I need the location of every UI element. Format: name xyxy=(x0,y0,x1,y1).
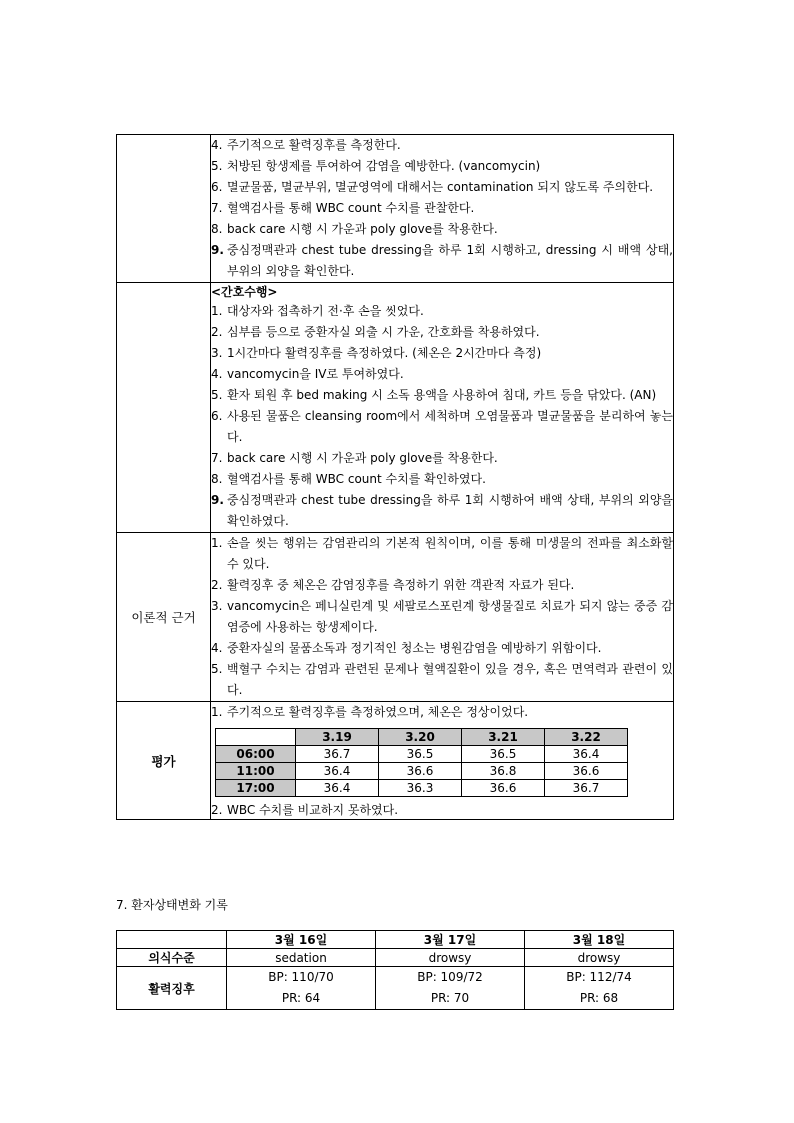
list-item: 7. back care 시행 시 가운과 poly glove를 착용한다. xyxy=(211,451,498,465)
temperature-cell: 36.4 xyxy=(296,780,379,797)
list-item: 2. WBC 수치를 비교하지 못하였다. xyxy=(211,803,399,817)
plan-row-implementation xyxy=(117,283,674,533)
plan-row-evaluation xyxy=(117,702,674,820)
list-item: 8. 혈액검사를 통해 WBC count 수치를 확인하였다. xyxy=(211,472,486,486)
bp-value: BP: 110/70 xyxy=(268,970,334,984)
temperature-cell: 36.6 xyxy=(462,780,545,797)
implementation-list xyxy=(211,283,674,533)
list-item: 5. 환자 퇴원 후 bed making 시 소독 용액을 사용하여 침대, 카트 등을 닦았다. (AN) xyxy=(211,388,657,402)
temperature-table xyxy=(215,728,628,797)
list-item: 8. back care 시행 시 가운과 poly glove를 착용한다. xyxy=(211,222,498,236)
table-row xyxy=(117,949,674,967)
temperature-cell: 36.3 xyxy=(379,780,462,797)
list-item: 2. 심부름 등으로 중환자실 외출 시 가운, 간호화를 착용하였다. xyxy=(211,325,540,339)
pr-value: PR: 68 xyxy=(579,991,619,1005)
vitals-cell xyxy=(227,967,376,1010)
section-title-patient-status: 7. 환자상태변화 기록 xyxy=(116,898,228,912)
vitals-cell xyxy=(525,967,674,1010)
list-item: 5. 백혈구 수치는 감염과 관련된 문제나 혈액질환이 있을 경우, 혹은 면역력과 관련이 있다. xyxy=(211,662,673,697)
table-row xyxy=(216,763,628,780)
vitals-cell xyxy=(376,967,525,1010)
bp-value: BP: 112/74 xyxy=(566,970,632,984)
rationale-label: 이론적 근거 xyxy=(117,533,211,702)
list-item: 4. 주기적으로 활력징후를 측정한다. xyxy=(211,138,401,152)
temperature-cell: 36.7 xyxy=(296,746,379,763)
temperature-corner-cell xyxy=(216,729,296,746)
consciousness-cell: drowsy xyxy=(376,949,525,967)
time-header: 06:00 xyxy=(216,746,296,763)
pr-value: PR: 70 xyxy=(430,991,470,1005)
status-header-row xyxy=(117,931,674,949)
date-header: 3.21 xyxy=(462,729,545,746)
list-item: 7. 혈액검사를 통해 WBC count 수치를 관찰한다. xyxy=(211,201,475,215)
evaluation-content xyxy=(211,702,674,820)
list-item: 3. 1시간마다 활력징후를 측정하였다. (체온은 2시간마다 측정) xyxy=(211,346,542,360)
plan-row-label-empty xyxy=(117,135,211,283)
date-header: 3.19 xyxy=(296,729,379,746)
list-item: 4. 중환자실의 물품소독과 정기적인 청소는 병원감염을 예방하기 위함이다. xyxy=(211,641,602,655)
list-item: 9. 중심정맥관과 chest tube dressing을 하루 1회 시행하여 배액 상태, 부위의 외양을 확인하였다. xyxy=(211,493,673,528)
list-item: 6. 사용된 물품은 cleansing room에서 세척하며 오염물품과 멸균물품을 분리하여 놓는다. xyxy=(211,409,673,444)
list-item: 2. 활력징후 중 체온은 감염징후를 측정하기 위한 객관적 자료가 된다. xyxy=(211,578,575,592)
consciousness-cell: drowsy xyxy=(525,949,674,967)
list-item: 1. 주기적으로 활력징후를 측정하였으며, 체온은 정상이었다. xyxy=(211,705,529,719)
temperature-cell: 36.8 xyxy=(462,763,545,780)
temperature-cell: 36.7 xyxy=(545,780,628,797)
time-header: 11:00 xyxy=(216,763,296,780)
date-header: 3.20 xyxy=(379,729,462,746)
time-header: 17:00 xyxy=(216,780,296,797)
list-item: 1. 손을 씻는 행위는 감염관리의 기본적 원칙이며, 이를 통해 미생물의 전파를 최소화할 수 있다. xyxy=(211,536,673,571)
list-item: 1. 대상자와 접촉하기 전·후 손을 씻었다. xyxy=(211,304,424,318)
date-header: 3월 16일 xyxy=(227,931,376,949)
table-row xyxy=(117,967,674,1010)
table-row xyxy=(216,780,628,797)
pr-value: PR: 64 xyxy=(281,991,321,1005)
date-header: 3.22 xyxy=(545,729,628,746)
list-item: 4. vancomycin을 IV로 투여하였다. xyxy=(211,367,404,381)
list-item: 5. 처방된 항생제를 투여하여 감염을 예방한다. (vancomycin) xyxy=(211,159,541,173)
bp-value: BP: 109/72 xyxy=(417,970,483,984)
vitals-label: 활력징후 xyxy=(117,967,227,1010)
list-item: 6. 멸균물품, 멸균부위, 멸균영역에 대해서는 contamination 되지 않도록 주의한다. xyxy=(211,180,654,194)
nursing-plan-table xyxy=(116,134,674,820)
temperature-header-row xyxy=(216,729,628,746)
plan-row-label-empty xyxy=(117,283,211,533)
evaluation-label: 평가 xyxy=(117,702,211,820)
status-corner-cell xyxy=(117,931,227,949)
temperature-cell: 36.5 xyxy=(379,746,462,763)
temperature-cell: 36.5 xyxy=(462,746,545,763)
date-header: 3월 18일 xyxy=(525,931,674,949)
temperature-cell: 36.6 xyxy=(545,763,628,780)
patient-status-table xyxy=(116,930,674,1010)
list-item: 9. 중심정맥관과 chest tube dressing을 하루 1회 시행하고, dressing 시 배액 상태, 부위의 외양을 확인한다. xyxy=(211,243,673,278)
implementation-heading: <간호수행> xyxy=(211,285,278,299)
table-row xyxy=(216,746,628,763)
list-item: 3. vancomycin은 페니실린계 및 세팔로스포린계 항생물질로 치료가 되지 않는 중증 감염증에 사용하는 항생제이다. xyxy=(211,599,673,634)
date-header: 3월 17일 xyxy=(376,931,525,949)
consciousness-label: 의식수준 xyxy=(117,949,227,967)
temperature-cell: 36.4 xyxy=(545,746,628,763)
temperature-cell: 36.6 xyxy=(379,763,462,780)
interventions-list xyxy=(211,135,674,283)
plan-row-rationale xyxy=(117,533,674,702)
rationale-list xyxy=(211,533,674,702)
temperature-cell: 36.4 xyxy=(296,763,379,780)
consciousness-cell: sedation xyxy=(227,949,376,967)
plan-row-interventions xyxy=(117,135,674,283)
